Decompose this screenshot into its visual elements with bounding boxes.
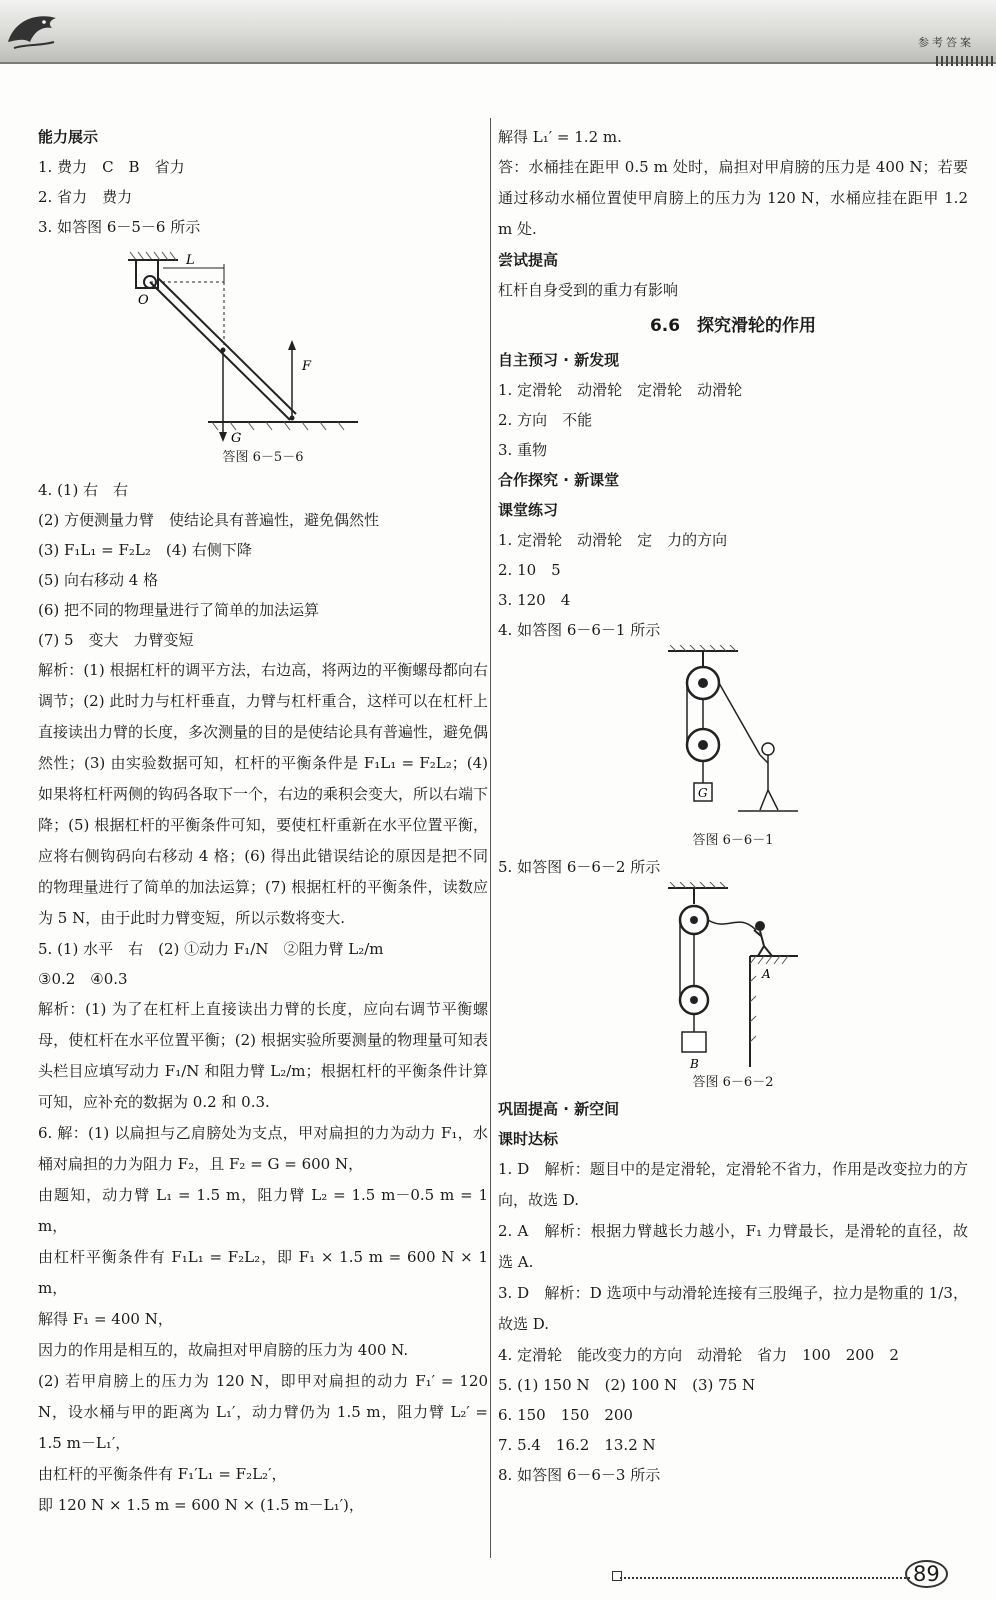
solution-paragraph: 6. 解：(1) 以扁担与乙肩膀处为支点，甲对扁担的力为动力 F₁，水桶对扁担的力为阻力 F₂，且 F₂ = G = 600 N， xyxy=(38,1124,488,1173)
page-header xyxy=(0,0,996,64)
label-O: O xyxy=(138,293,149,308)
answer-line: (3) F₁L₁ = F₂L₂ (4) 右侧下降 xyxy=(38,541,252,559)
answer-line: 5. 如答图 6－6－2 所示 xyxy=(498,858,661,876)
class-heading: 课堂练习 xyxy=(498,501,559,519)
label-F: F xyxy=(302,359,312,374)
answer-line: 4. 如答图 6－6－1 所示 xyxy=(498,621,661,639)
analysis-paragraph: 解析：(1) 为了在杠杆上直接读出力臂的长度，应向右调节平衡螺母，使杠杆在水平位置平衡；(2) 根据实验所要测量的物理量可知表头栏目应填写动力 F₁/N 和阻力臂 L₂/m；根据杠杆的平衡条件计算可知，应补充的数据为 0.2 和 0.3. xyxy=(38,1000,488,1111)
figure-caption: 答图 6－6－1 xyxy=(692,833,774,848)
solution-line: 解得 L₁′ = 1.2 m. xyxy=(498,128,622,146)
solution-paragraph: 由杠杆平衡条件有 F₁L₁ = F₂L₂，即 F₁ × 1.5 m = 600 N × 1 m， xyxy=(38,1248,488,1297)
footer-dots xyxy=(620,1577,910,1581)
header-label: 参考答案 xyxy=(918,36,974,49)
solution-paragraph: 解得 F₁ = 400 N， xyxy=(38,1310,173,1328)
solution-paragraph: 由杠杆的平衡条件有 F₁′L₁ = F₂L₂′， xyxy=(38,1465,287,1483)
answer-line: (6) 把不同的物理量进行了简单的加法运算 xyxy=(38,601,320,619)
label-B: B xyxy=(690,1057,699,1071)
answer-line: 6. 150 150 200 xyxy=(498,1406,633,1424)
solution-paragraph: (2) 若甲肩膀上的压力为 120 N，即甲对扁担的动力 F₁′ = 120 N，设水桶与甲的距离为 L₁′，动力臂仍为 1.5 m，阻力臂 L₂′ = 1.5 m－L₁′， xyxy=(38,1372,488,1452)
answer-line: (2) 方便测量力臂 使结论具有普遍性，避免偶然性 xyxy=(38,511,380,529)
analysis-paragraph: 解析：(1) 根据杠杆的调平方法，右边高，将两边的平衡螺母都向右调节；(2) 此时力与杠杆垂直，力臂与杠杆重合，这样可以在杠杆上直接读出力臂的长度，多次测量的目的是使结论具有普遍性，避免偶然性；(3) 由实验数据可知，杠杆的平衡条件是 F₁L₁ = F₂L₂；(4) 如果将杠杆两侧的钩码各取下一个，右边的乘积会变大，所以右端下降；(5) 根据杠杆的平衡条件可知，要使杠杆重新在水平位置平衡，应将右侧钩码向右移动 4 格；(6) 得出此错误结论的原因是把不同的物理量进行了简单的加法运算；(7) 根据杠杆的平衡条件，读数应为 5 N，由于此时力臂变短，所以示数将变大. xyxy=(38,661,489,927)
answer-line: ③0.2 ④0.3 xyxy=(38,970,128,988)
column-divider xyxy=(490,118,491,1558)
answer-paragraph: 2. A 解析：根据力臂越长力越小，F₁ 力臂最长，是滑轮的直径，故选 A. xyxy=(498,1222,968,1271)
coop-heading: 合作探究 · 新课堂 xyxy=(498,471,620,489)
answer-line: 2. 方向 不能 xyxy=(498,411,593,429)
right-column xyxy=(498,122,968,1490)
preview-heading: 自主预习 · 新发现 xyxy=(498,351,620,369)
figure-caption: 答图 6－5－6 xyxy=(222,450,304,465)
answer-line: 5. (1) 水平 右 (2) ①动力 F₁/N ②阻力臂 L₂/m xyxy=(38,940,384,958)
solution-paragraph: 由题知，动力臂 L₁ = 1.5 m，阻力臂 L₂ = 1.5 m－0.5 m = 1 m， xyxy=(38,1186,488,1235)
answer-line: 7. 5.4 16.2 13.2 N xyxy=(498,1436,656,1454)
answer-paragraph: 1. D 解析：题目中的是定滑轮，定滑轮不省力，作用是改变拉力的方向，故选 D. xyxy=(498,1160,968,1209)
solution-paragraph: 答：水桶挂在距甲 0.5 m 处时，扁担对甲肩膀的压力是 400 N；若要通过移动水桶位置使甲肩膀上的压力为 120 N，水桶应挂在距甲 1.2 m 处. xyxy=(498,158,968,238)
answer-line: 3. 如答图 6－5－6 所示 xyxy=(38,218,201,236)
left-column xyxy=(38,122,488,1521)
answer-line: 3. 重物 xyxy=(498,441,548,459)
try-heading: 尝试提高 xyxy=(498,251,559,269)
answer-line: 8. 如答图 6－6－3 所示 xyxy=(498,1466,661,1484)
label-A: A xyxy=(762,967,771,981)
page-number: 89 xyxy=(905,1560,948,1588)
consolidate-heading: 巩固提高 · 新空间 xyxy=(498,1100,620,1118)
dolphin-logo-icon xyxy=(4,2,64,60)
figure-caption: 答图 6－6－2 xyxy=(692,1075,774,1090)
answer-line: 3. 120 4 xyxy=(498,591,571,609)
answer-line: 杠杆自身受到的重力有影响 xyxy=(498,281,679,299)
answer-line: 1. 定滑轮 动滑轮 定 力的方向 xyxy=(498,531,728,549)
lever-figure-6-5-6 xyxy=(38,242,488,447)
section-title: 6.6 探究滑轮的作用 xyxy=(649,316,817,336)
answer-line: (5) 向右移动 4 格 xyxy=(38,571,159,589)
answer-line: 2. 省力 费力 xyxy=(38,188,133,206)
pulley-figure-6-6-2 xyxy=(498,882,968,1072)
ability-heading: 能力展示 xyxy=(38,128,99,146)
answer-line: 5. (1) 150 N (2) 100 N (3) 75 N xyxy=(498,1376,756,1394)
label-L: L xyxy=(186,253,195,268)
answer-line: 1. 定滑轮 动滑轮 定滑轮 动滑轮 xyxy=(498,381,743,399)
answer-line: 1. 费力 C B 省力 xyxy=(38,158,185,176)
answer-line: 4. 定滑轮 能改变力的方向 动滑轮 省力 100 200 2 xyxy=(498,1346,899,1364)
answer-line: 4. (1) 右 右 xyxy=(38,481,129,499)
answer-paragraph: 3. D 解析：D 选项中与动滑轮连接有三股绳子，拉力是物重的 1/3，故选 D. xyxy=(498,1284,968,1333)
answer-line: 2. 10 5 xyxy=(498,561,561,579)
pulley-figure-6-6-1 xyxy=(498,645,968,830)
label-G: G xyxy=(698,786,708,800)
solution-paragraph: 即 120 N × 1.5 m = 600 N × (1.5 m－L₁′)， xyxy=(38,1496,364,1514)
label-G: G xyxy=(231,431,242,446)
answer-line: (7) 5 变大 力臂变短 xyxy=(38,631,194,649)
solution-paragraph: 因力的作用是相互的，故扁担对甲肩膀的压力为 400 N. xyxy=(38,1341,409,1359)
header-ticks xyxy=(936,56,996,66)
daily-heading: 课时达标 xyxy=(498,1130,559,1148)
